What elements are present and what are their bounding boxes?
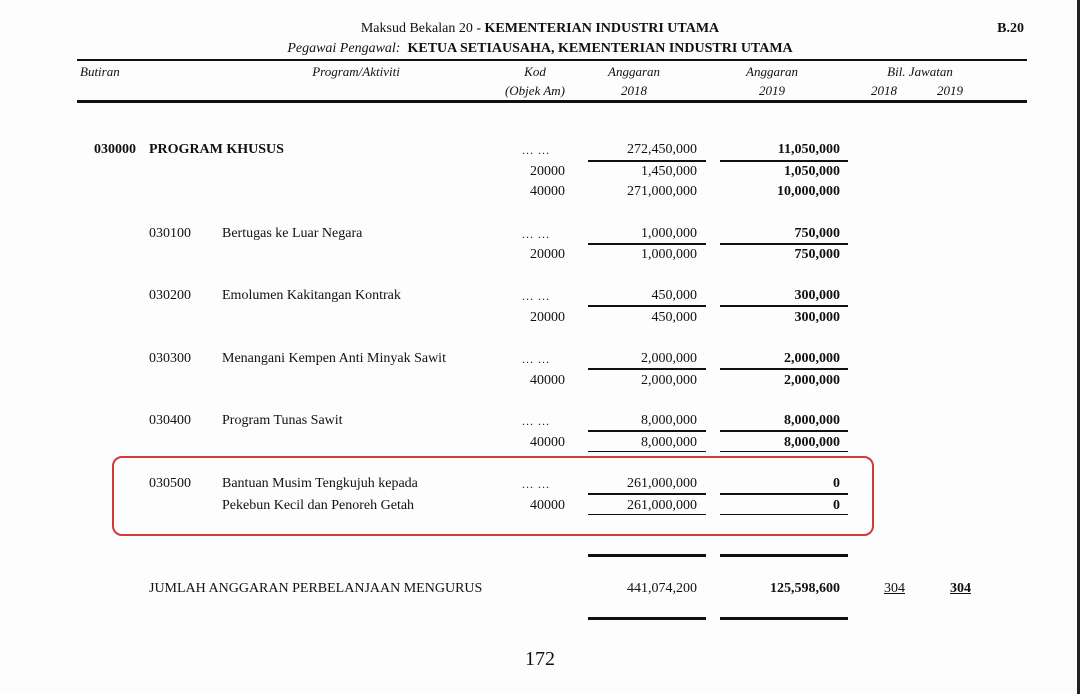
underline bbox=[588, 514, 706, 515]
amount-2018: 1,450,000 bbox=[641, 164, 697, 179]
col-year-2019: 2019 bbox=[759, 83, 785, 98]
activity-total-2019: 0 bbox=[833, 476, 840, 491]
amount-2019: 0 bbox=[833, 498, 840, 513]
header-bottom-rule bbox=[77, 100, 1027, 103]
page-title bbox=[0, 21, 1080, 37]
officer-name: KETUA SETIAUSAHA, KEMENTERIAN INDUSTRI UTAMA bbox=[407, 41, 793, 56]
program-name: PROGRAM KHUSUS bbox=[149, 142, 284, 157]
activity-name: Program Tunas Sawit bbox=[222, 413, 343, 428]
underline bbox=[720, 243, 848, 245]
total-bottom-rule bbox=[588, 617, 706, 620]
amount-2018: 271,000,000 bbox=[627, 184, 697, 199]
col-program: Program/Aktiviti bbox=[312, 64, 400, 79]
activity-total-2019: 2,000,000 bbox=[784, 351, 840, 366]
underline bbox=[720, 430, 848, 432]
program-total-2018: 272,450,000 bbox=[627, 142, 697, 157]
activity-total-2018: 8,000,000 bbox=[641, 413, 697, 428]
activity-code: 030100 bbox=[149, 226, 191, 241]
activity-name: Emolumen Kakitangan Kontrak bbox=[222, 288, 401, 303]
total-bottom-rule bbox=[720, 617, 848, 620]
kod: 20000 bbox=[530, 310, 565, 325]
leader-dots: ... ... bbox=[522, 352, 550, 366]
amount-2018: 8,000,000 bbox=[641, 435, 697, 450]
total-label: JUMLAH ANGGARAN PERBELANJAAN MENGURUS bbox=[149, 581, 483, 596]
total-top-rule bbox=[588, 554, 706, 557]
kod: 40000 bbox=[530, 373, 565, 388]
activity-total-2018: 261,000,000 bbox=[627, 476, 697, 491]
activity-name: Menangani Kempen Anti Minyak Sawit bbox=[222, 351, 446, 366]
underline bbox=[588, 243, 706, 245]
amount-2019: 750,000 bbox=[794, 247, 840, 262]
underline bbox=[588, 305, 706, 307]
underline bbox=[588, 493, 706, 495]
header-top-rule bbox=[77, 59, 1027, 61]
col-objek: (Objek Am) bbox=[504, 83, 566, 98]
amount-2018: 2,000,000 bbox=[641, 373, 697, 388]
activity-code: 030400 bbox=[149, 413, 191, 428]
amount-2018: 1,000,000 bbox=[641, 247, 697, 262]
underline bbox=[588, 451, 706, 452]
col-year-2018: 2018 bbox=[621, 83, 647, 98]
leader-dots: ... ... bbox=[522, 143, 550, 157]
leader-dots: ... ... bbox=[522, 414, 550, 428]
kod: 20000 bbox=[530, 247, 565, 262]
leader-dots: ... ... bbox=[522, 289, 550, 303]
underline bbox=[720, 493, 848, 495]
amount-2018: 261,000,000 bbox=[627, 498, 697, 513]
title-ministry: KEMENTERIAN INDUSTRI UTAMA bbox=[484, 21, 720, 36]
col-jawatan-2018: 2018 bbox=[871, 83, 897, 98]
underline bbox=[720, 451, 848, 452]
underline bbox=[720, 514, 848, 515]
leader-dots: ... ... bbox=[522, 227, 550, 241]
section-code: B.20 bbox=[997, 21, 1024, 36]
controlling-officer bbox=[0, 41, 1080, 57]
amount-2019: 300,000 bbox=[794, 310, 840, 325]
page-number: 172 bbox=[525, 648, 555, 670]
activity-name-line2: Pekebun Kecil dan Penoreh Getah bbox=[222, 498, 415, 513]
officer-label: Pegawai Pengawal: bbox=[287, 41, 401, 56]
underline bbox=[588, 430, 706, 432]
col-jawatan: Bil. Jawatan bbox=[887, 64, 953, 79]
total-top-rule bbox=[720, 554, 848, 557]
total-2018: 441,074,200 bbox=[627, 581, 697, 596]
underline bbox=[588, 368, 706, 370]
jawatan-2019: 304 bbox=[950, 581, 971, 596]
activity-code: 030300 bbox=[149, 351, 191, 366]
program-code: 030000 bbox=[94, 142, 136, 157]
activity-total-2018: 1,000,000 bbox=[641, 226, 697, 241]
amount-2019: 8,000,000 bbox=[784, 435, 840, 450]
col-butiran: Butiran bbox=[80, 64, 120, 79]
activity-name: Bertugas ke Luar Negara bbox=[222, 226, 363, 241]
jawatan-2018: 304 bbox=[884, 581, 905, 596]
activity-code: 030500 bbox=[149, 476, 191, 491]
underline bbox=[720, 305, 848, 307]
amount-2019: 1,050,000 bbox=[784, 164, 840, 179]
activity-total-2018: 2,000,000 bbox=[641, 351, 697, 366]
program-total-2019: 11,050,000 bbox=[777, 142, 840, 157]
activity-name: Bantuan Musim Tengkujuh kepada bbox=[222, 476, 418, 491]
total-2019: 125,598,600 bbox=[770, 581, 840, 596]
activity-total-2019: 8,000,000 bbox=[784, 413, 840, 428]
activity-total-2019: 750,000 bbox=[794, 226, 840, 241]
amount-2019: 10,000,000 bbox=[777, 184, 840, 199]
kod: 20000 bbox=[530, 164, 565, 179]
title-prefix: Maksud Bekalan 20 - bbox=[360, 21, 485, 36]
kod: 40000 bbox=[530, 184, 565, 199]
amount-2018: 450,000 bbox=[651, 310, 697, 325]
col-anggaran-2019: Anggaran bbox=[746, 64, 798, 79]
col-kod: Kod bbox=[524, 64, 546, 79]
kod: 40000 bbox=[530, 498, 565, 513]
activity-code: 030200 bbox=[149, 288, 191, 303]
col-anggaran-2018: Anggaran bbox=[608, 64, 660, 79]
leader-dots: ... ... bbox=[522, 477, 550, 491]
highlight-box bbox=[112, 456, 874, 536]
amount-2019: 2,000,000 bbox=[784, 373, 840, 388]
activity-total-2019: 300,000 bbox=[794, 288, 840, 303]
kod: 40000 bbox=[530, 435, 565, 450]
underline bbox=[720, 368, 848, 370]
col-jawatan-2019: 2019 bbox=[937, 83, 963, 98]
underline bbox=[588, 160, 706, 162]
underline bbox=[720, 160, 848, 162]
activity-total-2018: 450,000 bbox=[651, 288, 697, 303]
